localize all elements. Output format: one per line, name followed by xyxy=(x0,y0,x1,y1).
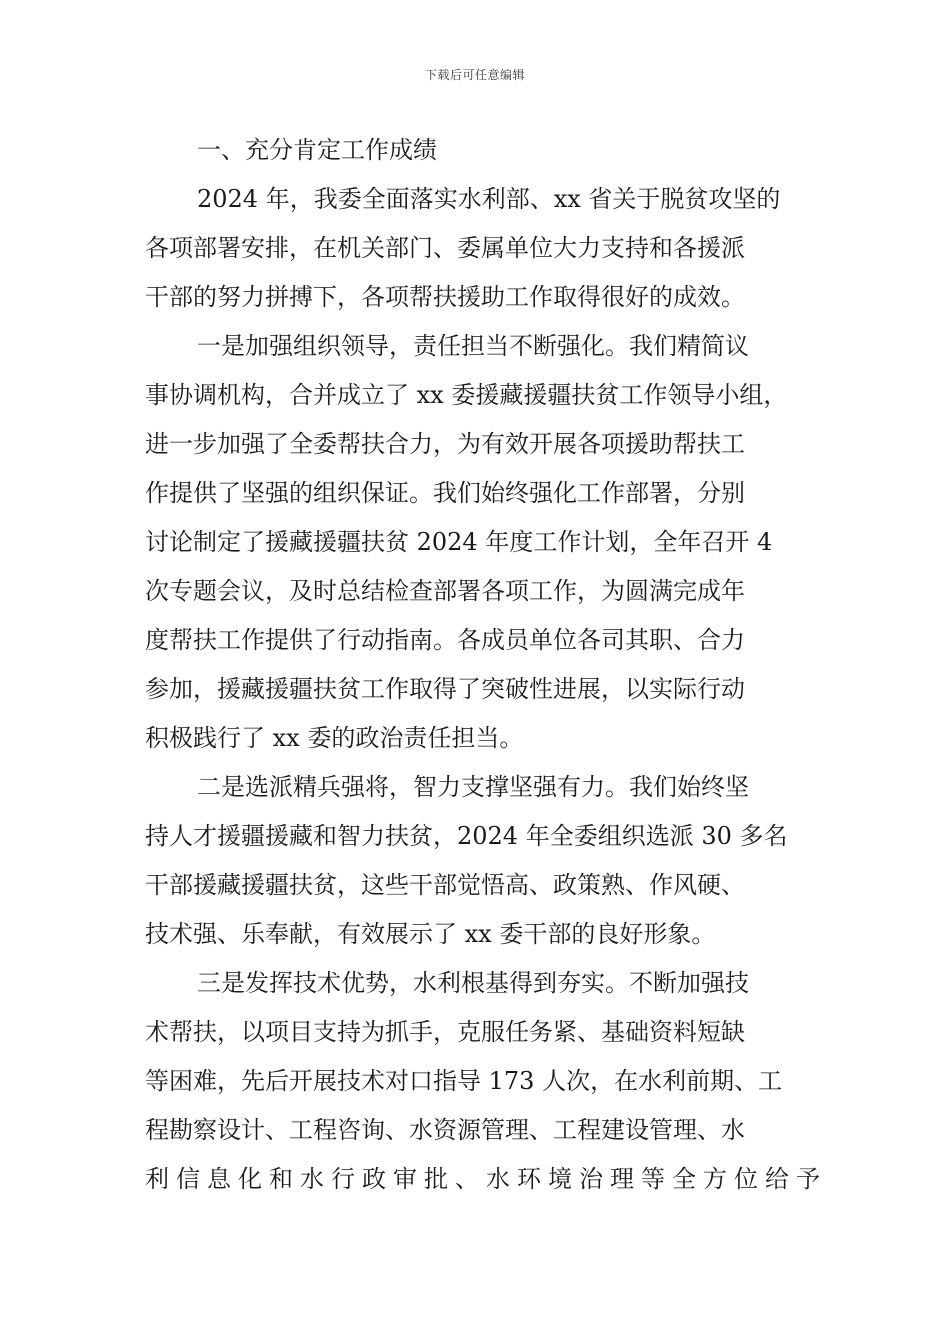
paragraph-line: 积极践行了 xx 委的政治责任担当。 xyxy=(145,724,524,752)
header-note: 下载后可任意编辑 xyxy=(424,68,525,82)
paragraph-line: 讨论制定了援藏援疆扶贫 2024 年度工作计划，全年召开 4 xyxy=(145,528,773,556)
paragraph-line: 参加，援藏援疆扶贫工作取得了突破性进展，以实际行动 xyxy=(145,675,745,703)
paragraph-line: 术帮扶，以项目支持为抓手，克服任务紧、基础资料短缺 xyxy=(145,1018,745,1046)
paragraph-line: 利信息化和水行政审批、水环境治理等全方位给予 xyxy=(145,1165,827,1193)
paragraph-line: 事协调机构，合并成立了 xx 委援藏援疆扶贫工作领导小组， xyxy=(145,381,788,409)
paragraph-line: 进一步加强了全委帮扶合力，为有效开展各项援助帮扶工 xyxy=(145,430,745,458)
paragraph-line: 二是选派精兵强将，智力支撑坚强有力。我们始终坚 xyxy=(197,773,749,801)
paragraph-line: 程勘察设计、工程咨询、水资源管理、工程建设管理、水 xyxy=(145,1116,745,1144)
paragraph-line: 干部的努力拼搏下，各项帮扶援助工作取得很好的成效。 xyxy=(145,283,745,311)
document-body xyxy=(145,126,827,1204)
paragraph-line: 等困难，先后开展技术对口指导 173 人次，在水利前期、工 xyxy=(145,1067,783,1095)
paragraph-line: 度帮扶工作提供了行动指南。各成员单位各司其职、合力 xyxy=(145,626,745,654)
paragraph-line: 持人才援疆援藏和智力扶贫，2024 年全委组织选派 30 多名 xyxy=(145,822,788,850)
paragraph-line: 技术强、乐奉献，有效展示了 xx 委干部的良好形象。 xyxy=(145,920,716,948)
paragraph-line: 2024 年，我委全面落实水利部、xx 省关于脱贫攻坚的 xyxy=(197,185,781,213)
paragraph-line: 一是加强组织领导，责任担当不断强化。我们精简议 xyxy=(197,332,749,360)
section-heading: 一、充分肯定工作成绩 xyxy=(197,136,437,164)
paragraph-line: 干部援藏援疆扶贫，这些干部觉悟高、政策熟、作风硬、 xyxy=(145,871,745,899)
paragraph-line: 三是发挥技术优势，水利根基得到夯实。不断加强技 xyxy=(197,969,749,997)
paragraph-line: 次专题会议，及时总结检查部署各项工作，为圆满完成年 xyxy=(145,577,745,605)
paragraph-line: 作提供了坚强的组织保证。我们始终强化工作部署，分别 xyxy=(145,479,745,507)
paragraph-line: 各项部署安排，在机关部门、委属单位大力支持和各援派 xyxy=(145,234,745,262)
